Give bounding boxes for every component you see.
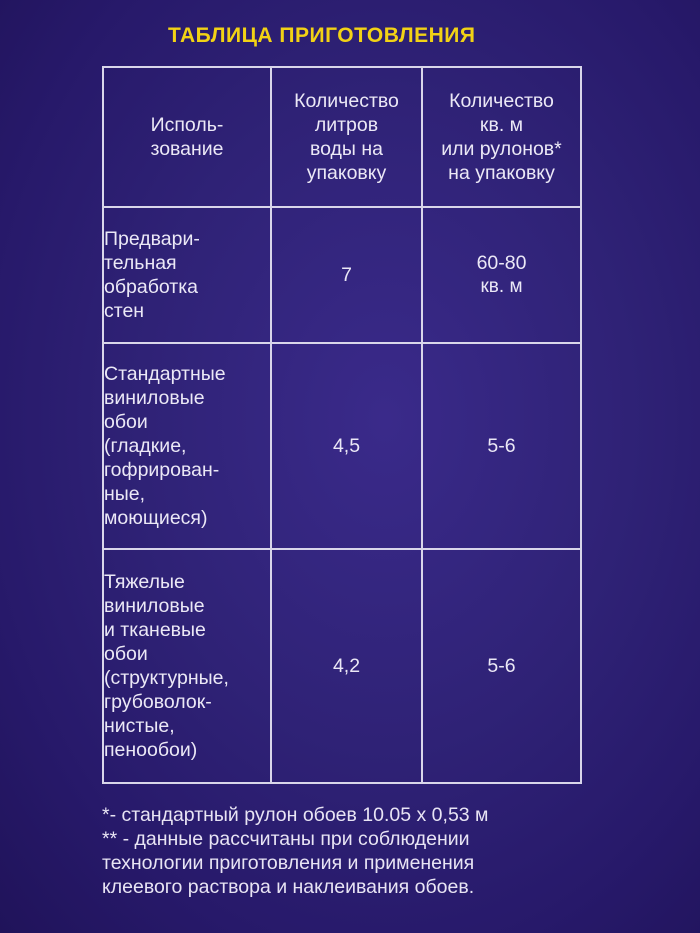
table-title: ТАБЛИЦА ПРИГОТОВЛЕНИЯ [168, 24, 476, 47]
header-liters: Количество литров воды на упаковку [271, 67, 422, 207]
liters-cell: 4,5 [271, 343, 422, 549]
preparation-table [102, 66, 582, 784]
footnote: клеевого раствора и наклеивания обоев. [102, 876, 475, 898]
table-row [103, 549, 581, 783]
table-row [103, 343, 581, 549]
area-cell: 5-6 [422, 549, 581, 783]
usage-cell: Предвари- тельная обработка стен [103, 207, 271, 343]
usage-cell: Тяжелые виниловые и тканевые обои (структурные, грубоволок- нистые, пенообои) [103, 549, 271, 783]
footnote: *- стандартный рулон обоев 10.05 х 0,53 м [102, 804, 489, 826]
liters-cell: 7 [271, 207, 422, 343]
footnote: ** - данные рассчитаны при соблюдении [102, 828, 470, 850]
liters-cell: 4,2 [271, 549, 422, 783]
header-usage: Исполь- зование [103, 67, 271, 207]
area-cell: 60-80 кв. м [422, 207, 581, 343]
usage-cell: Стандартные виниловые обои (гладкие, гофрирован- ные, моющиеся) [103, 343, 271, 549]
footnotes [102, 803, 682, 899]
area-cell: 5-6 [422, 343, 581, 549]
table-row [103, 207, 581, 343]
table-header-row [103, 67, 581, 207]
footnote: технологии приготовления и применения [102, 852, 475, 874]
header-area: Количество кв. м или рулонов* на упаковку [422, 67, 581, 207]
